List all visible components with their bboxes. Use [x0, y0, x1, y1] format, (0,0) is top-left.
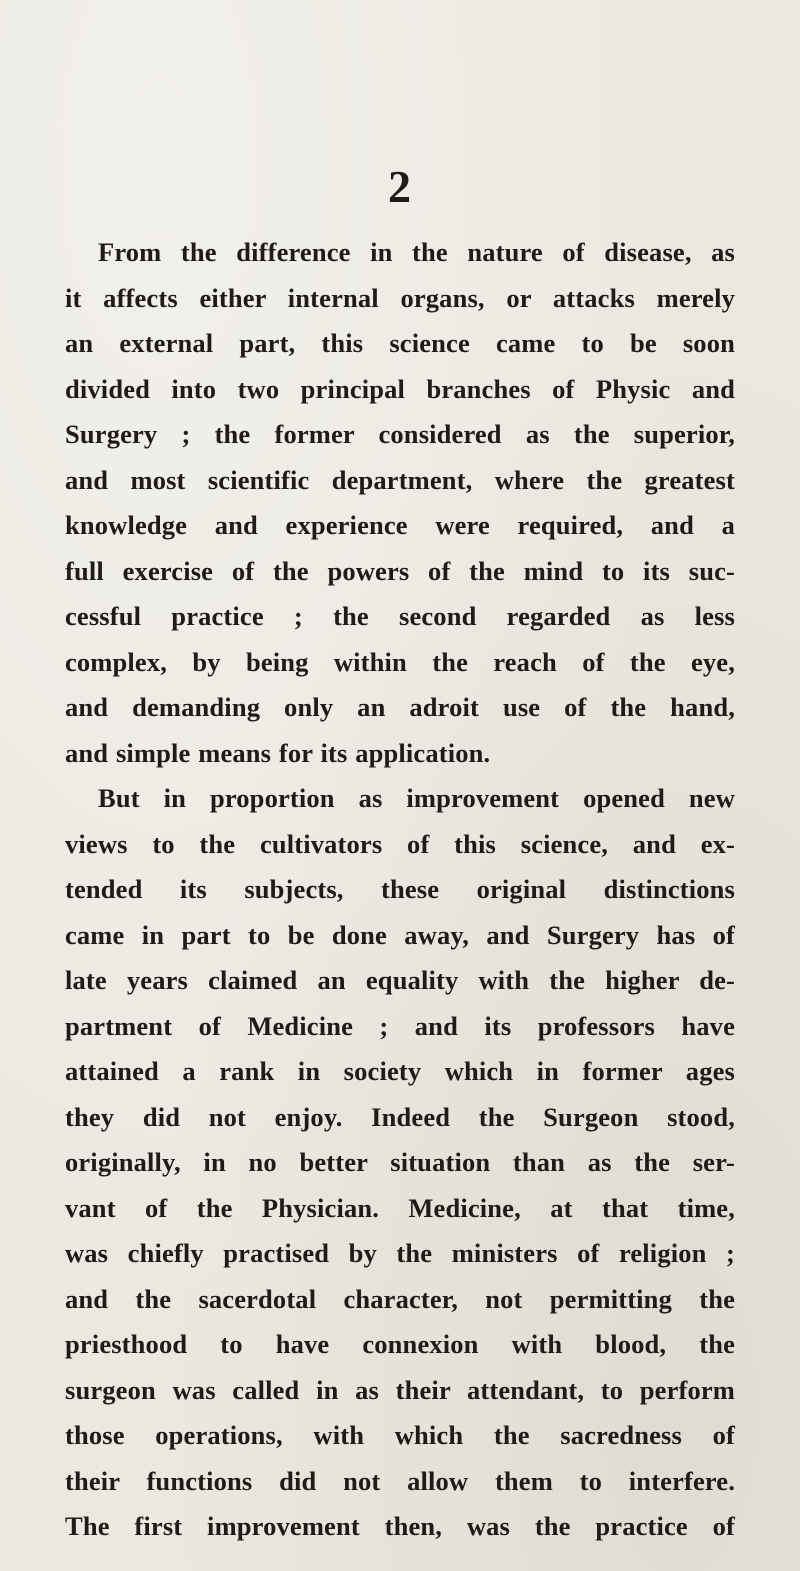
text-line: was chiefly practised by the ministers of religion ;: [65, 1238, 735, 1268]
text-line: Surgery ; the former considered as the superior,: [65, 419, 735, 449]
page-number: 2: [388, 161, 412, 212]
text-line: attained a rank in society which in former ages: [65, 1056, 735, 1086]
body-text: [65, 230, 735, 1550]
text-line: it affects either internal organs, or attacks merely: [65, 282, 735, 313]
text-line: originally, in no better situation than as the ser-: [65, 1147, 735, 1177]
text-line: knowledge and experience were required, and a: [65, 510, 735, 540]
text-line: their functions did not allow them to interfere.: [65, 1465, 735, 1496]
text-line: came in part to be done away, and Surgery has of: [65, 919, 735, 950]
text-line: and most scientific department, where the greatest: [65, 464, 735, 495]
text-line: priesthood to have connexion with blood, the: [65, 1329, 735, 1359]
text-line: views to the cultivators of this science, and ex-: [65, 828, 735, 859]
text-line: complex, by being within the reach of the eye,: [65, 646, 735, 677]
text-line: surgeon was called in as their attendant, to perform: [65, 1374, 735, 1405]
text-line: cessful practice ; the second regarded as less: [65, 601, 735, 631]
text-line: and demanding only an adroit use of the hand,: [65, 692, 735, 722]
text-line: an external part, this science came to be soon: [65, 328, 735, 358]
text-line: those operations, with which the sacredness of: [65, 1420, 735, 1450]
text-line: The first improvement then, was the practice of: [65, 1511, 735, 1541]
text-line: From the difference in the nature of disease, as: [98, 237, 735, 267]
text-line: partment of Medicine ; and its professors have: [65, 1010, 735, 1041]
text-line: vant of the Physician. Medicine, at that time,: [65, 1192, 735, 1223]
text-line: they did not enjoy. Indeed the Surgeon stood,: [65, 1101, 735, 1132]
text-line: tended its subjects, these original distinctions: [65, 874, 735, 904]
text-line: divided into two principal branches of Physic and: [65, 373, 735, 404]
text-line: and simple means for its application.: [65, 737, 491, 768]
text-line: But in proportion as improvement opened new: [98, 783, 735, 813]
text-line: and the sacerdotal character, not permitting the: [65, 1283, 735, 1314]
text-line: late years claimed an equality with the higher de-: [65, 965, 735, 995]
text-line: full exercise of the powers of the mind to its suc-: [65, 555, 735, 586]
